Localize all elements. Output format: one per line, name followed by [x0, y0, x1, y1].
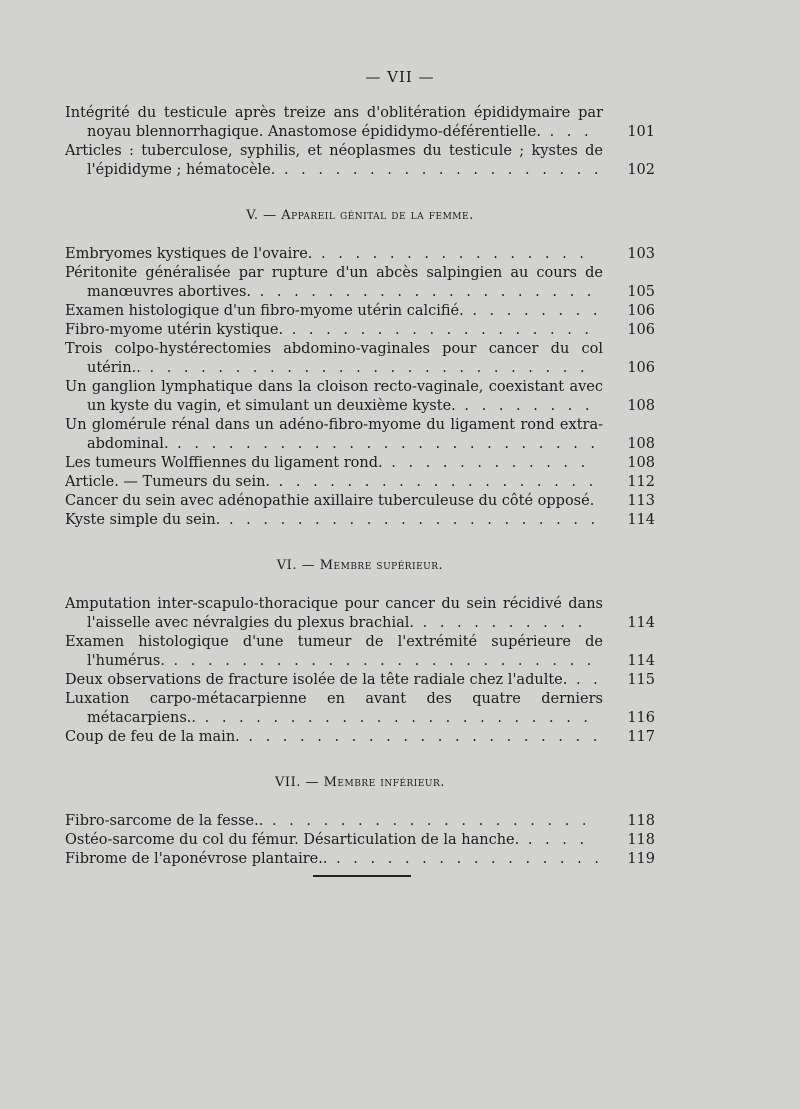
dot-leader: . . . . . . . . . . . . . . . . — [327, 851, 603, 867]
dot-leader: . . . . . . . . . . . . . . . . . . . — [270, 474, 598, 490]
toc-page-number: 102 — [627, 162, 655, 178]
toc-page-number: 106 — [627, 303, 655, 319]
dot-leader: . . . . . . . . . . . . . . . . . . . . . . . . . . — [140, 360, 589, 376]
dot-leader: . . . . . . . . . . . . . . . . . . . . . — [239, 729, 602, 745]
toc-entry-title: Fibro-sarcome de la fesse.. — [65, 813, 264, 829]
toc-entry — [65, 595, 655, 633]
toc-page-number: 117 — [627, 729, 655, 745]
toc-page-number: 106 — [627, 360, 655, 376]
toc-entry — [65, 671, 655, 690]
toc-entry-title: Cancer du sein avec adénopathie axillaire tuberculeuse du côté opposé. — [65, 493, 595, 509]
dot-leader: . . . — [540, 124, 593, 140]
toc-entry — [65, 378, 655, 416]
dot-leader: . . . . . . . . . . — [414, 615, 587, 631]
toc-entry — [65, 831, 655, 850]
toc-entry — [65, 454, 655, 473]
toc-entry — [65, 690, 655, 728]
toc-page-number: 108 — [627, 398, 655, 414]
toc-page-number: 108 — [627, 436, 655, 452]
toc-page-number: 113 — [627, 493, 655, 509]
toc-entry-title: Kyste simple du sein. — [65, 512, 221, 528]
toc-entry — [65, 264, 655, 302]
toc-page-number: 106 — [627, 322, 655, 338]
toc-entry — [65, 416, 655, 454]
toc-entry-title: Embryomes kystiques de l'ovaire. — [65, 246, 313, 262]
dot-leader: . . . . . . . . . . . . . . . . . . . . . . . — [196, 710, 593, 726]
toc-entry-title: Fibro-myome utérin kystique. — [65, 322, 284, 338]
toc-entry-title: Examen histologique d'un fibro-myome utérin calcifié. — [65, 303, 464, 319]
dot-leader: . . — [567, 672, 602, 688]
toc-entry-title: Intégrité du testicule après treize ans d'oblitération épididymaire par noyau blennorrhagique. Anastomose épididymo-déférentielle. — [65, 105, 603, 140]
dot-leader: . . . . . . . . . . . . . . . . . . . — [275, 162, 603, 178]
toc-entry — [65, 142, 655, 180]
toc-page-number: 114 — [627, 653, 655, 669]
toc-entry-title: Péritonite généralisée par rupture d'un abcès salpingien au cours de manœuvres abortives. — [65, 265, 603, 300]
section-title: V. — Appareil génital de la femme. — [246, 208, 474, 223]
dot-leader: . . . . . . . . . . . . — [382, 455, 590, 471]
dot-leader: . . . . . . . . — [463, 303, 602, 319]
dot-leader: . . . . . . . . . . . . . . . . . . . — [263, 813, 591, 829]
toc-page-number: 115 — [627, 672, 655, 688]
toc-page-number: 119 — [627, 851, 655, 867]
toc-entry-title: Les tumeurs Wolffiennes du ligament rond. — [65, 455, 383, 471]
dot-leader: . . . . . . . . — [455, 398, 594, 414]
toc-entry-title: Coup de feu de la main. — [65, 729, 240, 745]
toc-entry-title: Articles : tuberculose, syphilis, et néoplasmes du testicule ; kystes de l'épididyme ; hématocèle. — [65, 143, 603, 178]
toc-entry — [65, 340, 655, 378]
section-title: VI. — Membre supérieur. — [276, 558, 444, 573]
end-rule — [313, 875, 411, 877]
toc-page-number: 112 — [627, 474, 655, 490]
toc-entry-title: Luxation carpo-métacarpienne en avant des quatre derniers métacarpiens.. — [65, 691, 603, 726]
toc-entry — [65, 302, 655, 321]
toc-entry-title: Amputation inter-scapulo-thoracique pour cancer du sein récidivé dans l'aisselle avec névralgies du plexus brachial. — [65, 596, 603, 631]
toc-page-number: 116 — [627, 710, 655, 726]
toc-entry — [65, 492, 655, 511]
toc-page-number: 114 — [627, 512, 655, 528]
toc-entry — [65, 511, 655, 530]
toc-page-number: 108 — [627, 455, 655, 471]
toc-entry — [65, 633, 655, 671]
dot-leader: . . . . — [519, 832, 589, 848]
dot-leader: . . . . . . . . . . . . . . . . . . . . . . — [220, 512, 600, 528]
toc-entry — [65, 245, 655, 264]
toc-page-number: 105 — [627, 284, 655, 300]
toc-entry-title: Fibrome de l'aponévrose plantaire.. — [65, 851, 328, 867]
dot-leader: . . . . . . . . . . . . . . . . . . — [283, 322, 594, 338]
toc-entry — [65, 321, 655, 340]
toc-page-number: 101 — [627, 124, 655, 140]
toc-entry-title: Ostéo-sarcome du col du fémur. Désarticulation de la hanche. — [65, 832, 520, 848]
toc-entry-title: Deux observations de fracture isolée de la tête radiale chez l'adulte. — [65, 672, 568, 688]
dot-leader: . . . . . . . . . . . . . . . . . . . . . . . . . — [164, 653, 596, 669]
table-of-contents — [65, 104, 655, 869]
toc-entry-title: Trois colpo-hystérectomies abdomino-vaginales pour cancer du col utérin.. — [65, 341, 603, 376]
toc-entry-title: Article. — Tumeurs du sein. — [65, 474, 271, 490]
toc-page-number: 118 — [627, 813, 655, 829]
dot-leader: . . . . . . . . . . . . . . . . . . . . . . . . . — [168, 436, 600, 452]
toc-page-number: 103 — [627, 246, 655, 262]
toc-entry — [65, 728, 655, 747]
toc-entry-title: Un ganglion lymphatique dans la cloison recto-vaginale, coexistant avec un kyste du vagin, et simulant un deuxième kyste. — [65, 379, 603, 414]
dot-leader: . . . . . . . . . . . . . . . . . . . . — [251, 284, 596, 300]
toc-entry — [65, 812, 655, 831]
toc-entry — [65, 850, 655, 869]
toc-entry — [65, 473, 655, 492]
toc-entry — [65, 104, 655, 142]
toc-page-number: 114 — [627, 615, 655, 631]
section-title: VII. — Membre inférieur. — [275, 775, 445, 790]
toc-entry-title: Examen histologique d'une tumeur de l'extrémité supérieure de l'humérus. — [65, 634, 603, 669]
toc-entry-title: Un glomérule rénal dans un adéno-fibro-myome du ligament rond extra-abdominal. — [65, 417, 603, 452]
page-header: — VII — — [365, 68, 435, 86]
toc-page-number: 118 — [627, 832, 655, 848]
dot-leader: . . . . . . . . . . . . . . . . — [312, 246, 588, 262]
